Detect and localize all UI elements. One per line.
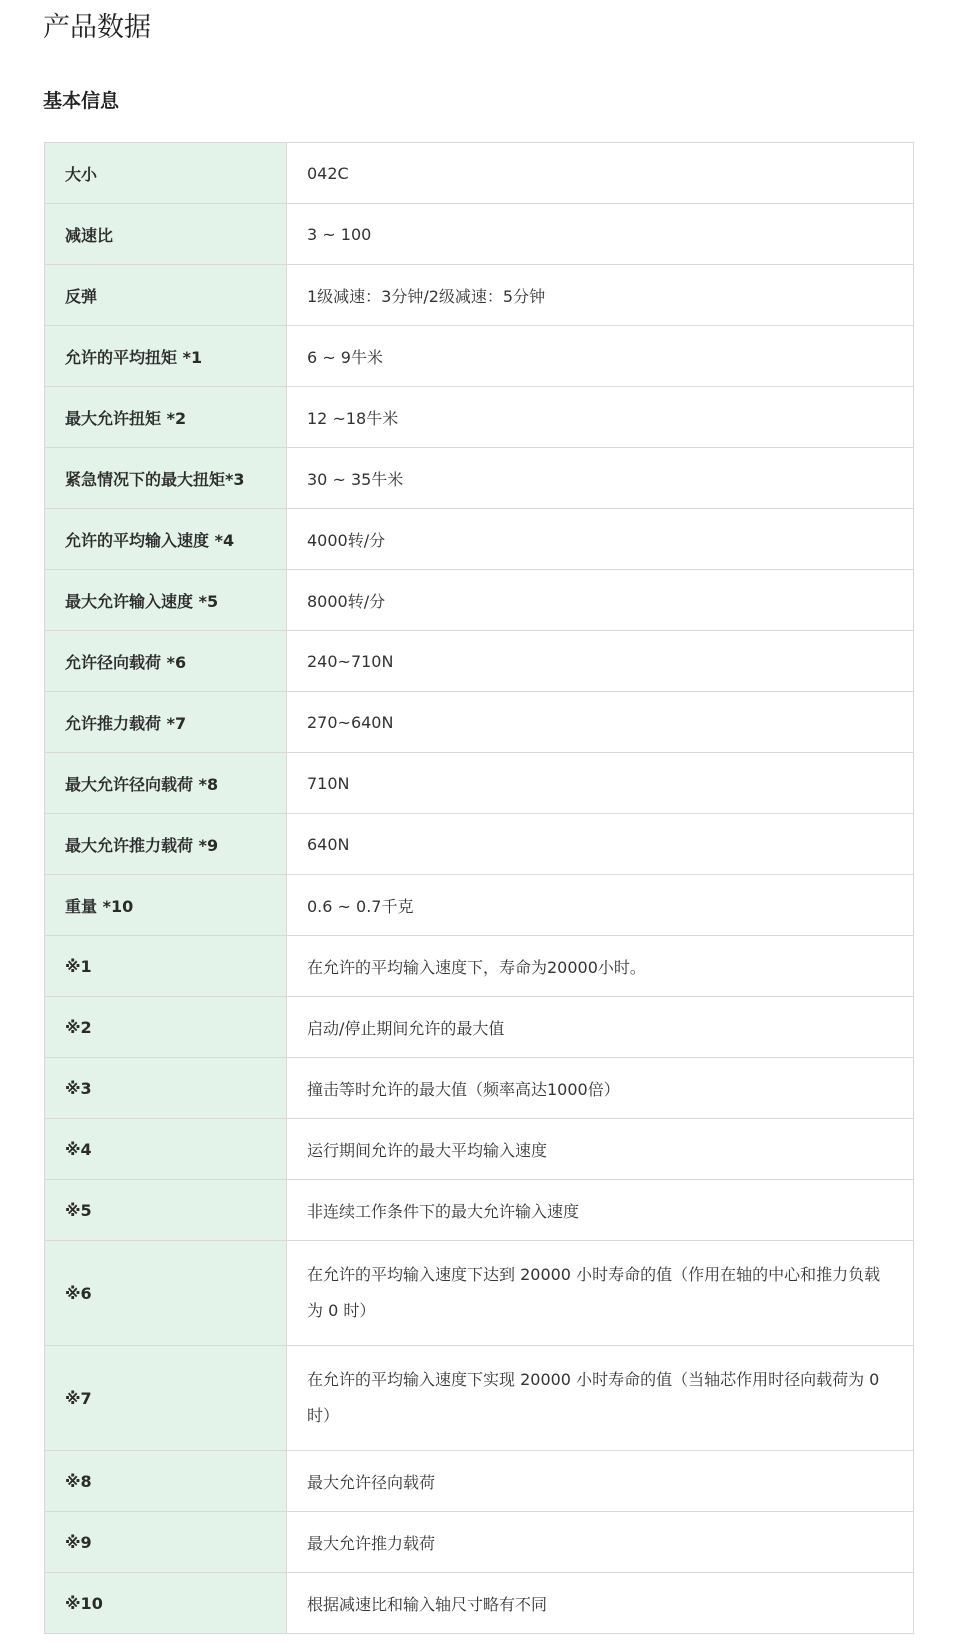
row-label: 紧急情况下的最大扭矩*3 bbox=[45, 448, 287, 509]
table-row bbox=[45, 753, 914, 814]
table-row bbox=[45, 265, 914, 326]
row-value: 根据减速比和输入轴尺寸略有不同 bbox=[287, 1573, 914, 1634]
row-label: 允许径向载荷 *6 bbox=[45, 631, 287, 692]
row-value: 270~640N bbox=[287, 692, 914, 753]
table-row bbox=[45, 1451, 914, 1512]
row-label: 最大允许推力载荷 *9 bbox=[45, 814, 287, 875]
row-value: 非连续工作条件下的最大允许输入速度 bbox=[287, 1180, 914, 1241]
table-row bbox=[45, 1180, 914, 1241]
table-row bbox=[45, 1512, 914, 1573]
row-value: 30 ~ 35牛米 bbox=[287, 448, 914, 509]
table-row bbox=[45, 326, 914, 387]
row-label: 最大允许扭矩 *2 bbox=[45, 387, 287, 448]
row-label: 重量 *10 bbox=[45, 875, 287, 936]
row-value: 240~710N bbox=[287, 631, 914, 692]
row-value: 最大允许推力载荷 bbox=[287, 1512, 914, 1573]
row-value: 8000转/分 bbox=[287, 570, 914, 631]
table-row bbox=[45, 448, 914, 509]
row-value: 最大允许径向载荷 bbox=[287, 1451, 914, 1512]
row-label: ※8 bbox=[45, 1451, 287, 1512]
row-value: 640N bbox=[287, 814, 914, 875]
spec-table bbox=[44, 142, 914, 1634]
row-value: 运行期间允许的最大平均输入速度 bbox=[287, 1119, 914, 1180]
spec-table-body bbox=[45, 143, 914, 1634]
row-value: 6 ~ 9牛米 bbox=[287, 326, 914, 387]
table-row bbox=[45, 814, 914, 875]
row-label: ※7 bbox=[45, 1346, 287, 1451]
table-row bbox=[45, 143, 914, 204]
row-label: ※3 bbox=[45, 1058, 287, 1119]
page-title: 产品数据 bbox=[43, 12, 151, 43]
row-value: 4000转/分 bbox=[287, 509, 914, 570]
table-row bbox=[45, 1119, 914, 1180]
row-label: ※4 bbox=[45, 1119, 287, 1180]
section-title: 基本信息 bbox=[43, 90, 120, 112]
table-row bbox=[45, 387, 914, 448]
row-label: ※6 bbox=[45, 1241, 287, 1346]
row-value: 3 ~ 100 bbox=[287, 204, 914, 265]
table-row bbox=[45, 509, 914, 570]
table-row bbox=[45, 631, 914, 692]
row-value: 12 ~18牛米 bbox=[287, 387, 914, 448]
row-label: 大小 bbox=[45, 143, 287, 204]
row-label: ※10 bbox=[45, 1573, 287, 1634]
row-label: 最大允许径向载荷 *8 bbox=[45, 753, 287, 814]
table-row bbox=[45, 204, 914, 265]
row-label: 允许的平均扭矩 *1 bbox=[45, 326, 287, 387]
row-label: ※2 bbox=[45, 997, 287, 1058]
table-row bbox=[45, 692, 914, 753]
row-value: 启动/停止期间允许的最大值 bbox=[287, 997, 914, 1058]
row-label: 反弹 bbox=[45, 265, 287, 326]
table-row bbox=[45, 1058, 914, 1119]
row-value: 042C bbox=[287, 143, 914, 204]
table-row bbox=[45, 875, 914, 936]
row-label: 最大允许输入速度 *5 bbox=[45, 570, 287, 631]
row-value: 在允许的平均输入速度下实现 20000 小时寿命的值（当轴芯作用时径向载荷为 0 时） bbox=[287, 1346, 914, 1451]
row-value: 710N bbox=[287, 753, 914, 814]
row-value: 0.6 ~ 0.7千克 bbox=[287, 875, 914, 936]
row-label: 减速比 bbox=[45, 204, 287, 265]
row-value: 在允许的平均输入速度下达到 20000 小时寿命的值（作用在轴的中心和推力负载为 0 时） bbox=[287, 1241, 914, 1346]
row-label: 允许的平均输入速度 *4 bbox=[45, 509, 287, 570]
row-value: 1级减速：3分钟/2级减速：5分钟 bbox=[287, 265, 914, 326]
table-row bbox=[45, 570, 914, 631]
table-row bbox=[45, 936, 914, 997]
row-value: 撞击等时允许的最大值（频率高达1000倍） bbox=[287, 1058, 914, 1119]
table-row bbox=[45, 1346, 914, 1451]
row-label: ※1 bbox=[45, 936, 287, 997]
row-label: ※5 bbox=[45, 1180, 287, 1241]
row-label: ※9 bbox=[45, 1512, 287, 1573]
table-row bbox=[45, 997, 914, 1058]
table-row bbox=[45, 1241, 914, 1346]
row-value: 在允许的平均输入速度下，寿命为20000小时。 bbox=[287, 936, 914, 997]
row-label: 允许推力载荷 *7 bbox=[45, 692, 287, 753]
table-row bbox=[45, 1573, 914, 1634]
